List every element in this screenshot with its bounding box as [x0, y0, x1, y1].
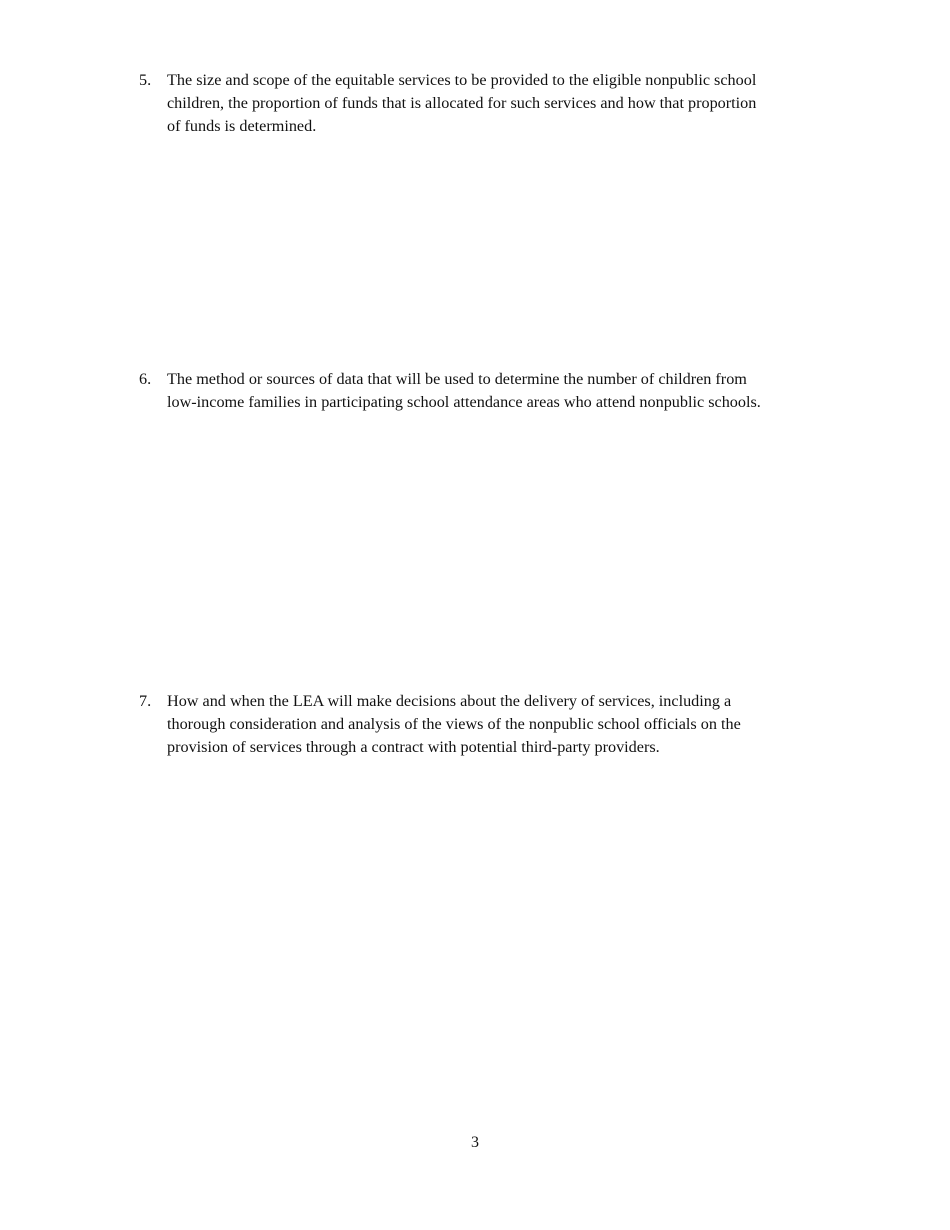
item-number: 6. — [139, 370, 152, 388]
page-number: 3 — [471, 1134, 479, 1151]
list-item-5 — [139, 69, 839, 138]
item-text — [167, 368, 839, 414]
item-text-line: How and when the LEA will make decisions about the delivery of services, including a — [167, 692, 732, 710]
item-text — [167, 69, 839, 138]
item-text-line: The size and scope of the equitable services to be provided to the eligible nonpublic school — [167, 71, 757, 89]
item-text-line: of funds is determined. — [167, 117, 317, 135]
item-text-line: low-income families in participating school attendance areas who attend nonpublic schools. — [167, 393, 761, 411]
item-text-line: thorough consideration and analysis of the views of the nonpublic school officials on the — [167, 715, 741, 733]
list-item-6 — [139, 368, 839, 414]
item-text-line: provision of services through a contract with potential third-party providers. — [167, 738, 660, 756]
item-text-line: children, the proportion of funds that is allocated for such services and how that proportion — [167, 94, 757, 112]
item-number: 7. — [139, 692, 152, 710]
item-number: 5. — [139, 71, 152, 89]
list-item-7 — [139, 690, 839, 759]
item-text-line: The method or sources of data that will be used to determine the number of children from — [167, 370, 747, 388]
item-text — [167, 690, 839, 759]
